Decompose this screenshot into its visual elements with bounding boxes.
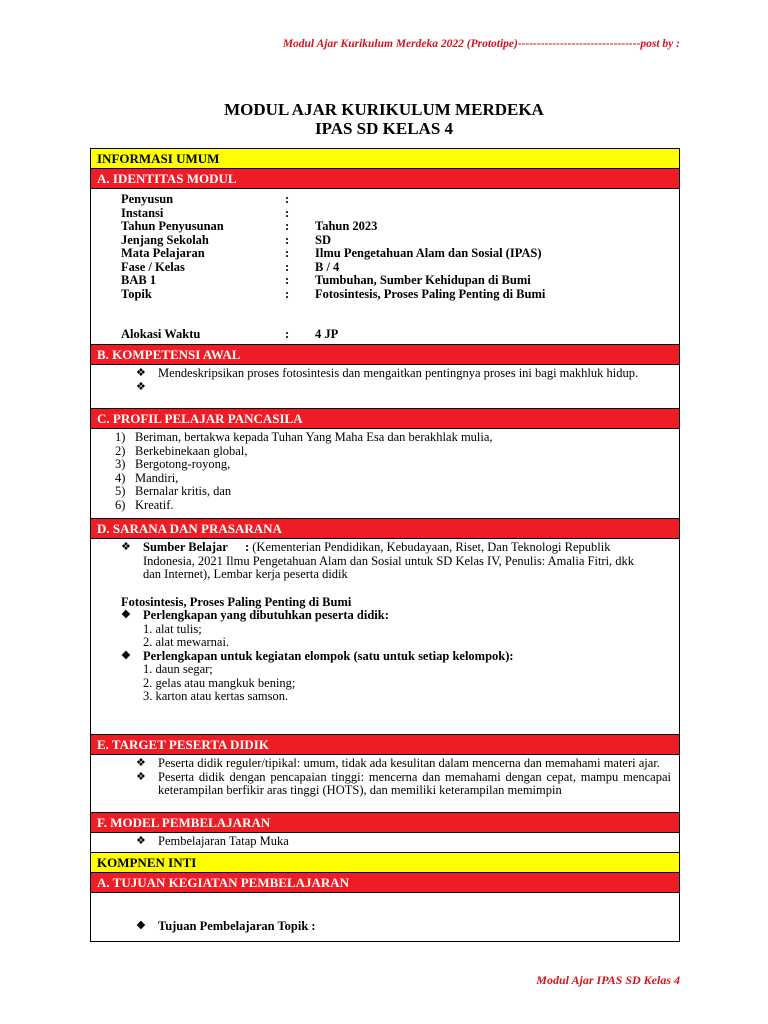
perlengkapan-peserta-heading	[121, 609, 639, 623]
sumber-belajar-text: (Kementerian Pendidikan, Kebudayaan, Riset, Dan Teknologi Republik Indonesia, 2021 Ilmu Pengetahuan Alam dan Sosial untuk SD Kelas IV, Penulis: Amalia Fitri, dkk dan Internet), Lembar kerja peserta didik	[143, 540, 635, 581]
identitas-colon: :	[285, 192, 290, 206]
list-item	[115, 472, 679, 486]
identitas-row-topik	[121, 288, 679, 302]
diamond-bullet-icon: ❖	[136, 367, 146, 379]
section-komponen-inti: KOMPNEN INTI	[91, 853, 679, 873]
module-table	[90, 148, 680, 942]
tujuan-kegiatan-body	[91, 893, 679, 941]
list-item	[136, 757, 671, 771]
item-number: 1)	[115, 430, 126, 444]
section-model-pembelajaran: F. MODEL PEMBELAJARAN	[91, 813, 679, 833]
diamond-bullet-icon: ❖	[136, 920, 146, 932]
list-item: 3. karton atau kertas samson.	[143, 689, 289, 703]
section-kompetensi-awal: B. KOMPETENSI AWAL	[91, 345, 679, 365]
model-text: Pembelajaran Tatap Muka	[158, 834, 289, 848]
list-item: 1. alat tulis;	[143, 621, 202, 636]
section-informasi-umum: INFORMASI UMUM	[91, 149, 679, 169]
perlengkapan-kelompok-text: Perlengkapan untuk kegiatan elompok (satu untuk setiap kelompok):	[143, 648, 514, 663]
identitas-colon: :	[285, 259, 290, 274]
sarana-prasarana-body	[91, 539, 679, 735]
identitas-key: Mata Pelajaran	[121, 246, 205, 260]
section-tujuan-kegiatan: A. TUJUAN KEGIATAN PEMBELAJARAN	[91, 873, 679, 893]
item-text: Bergotong-royong,	[135, 457, 231, 471]
profil-pelajar-body	[91, 429, 679, 519]
model-pembelajaran-body	[91, 833, 679, 853]
identitas-row-penyusun	[121, 193, 679, 207]
identitas-colon: :	[285, 205, 290, 220]
running-header: Modul Ajar Kurikulum Merdeka 2022 (Prototipe)--------------------------------post by :	[282, 38, 680, 50]
identitas-colon: :	[285, 327, 290, 341]
running-footer: Modul Ajar IPAS SD Kelas 4	[536, 973, 680, 987]
item-number: 3)	[115, 457, 126, 471]
identitas-value	[315, 193, 679, 207]
target-peserta-body	[91, 755, 679, 813]
item-number: 2)	[115, 443, 126, 458]
identitas-value	[315, 207, 679, 221]
identitas-colon: :	[285, 273, 290, 287]
identitas-value: Ilmu Pengetahuan Alam dan Sosial (IPAS)	[315, 246, 542, 260]
list-item	[136, 771, 671, 798]
identitas-key: Tahun Penyusunan	[121, 219, 224, 233]
list-item: 2. gelas atau mangkuk bening;	[143, 675, 296, 690]
identitas-key: Alokasi Waktu	[121, 327, 201, 341]
document-title	[0, 100, 768, 138]
identitas-colon: :	[285, 232, 290, 247]
identitas-key: BAB 1	[121, 273, 157, 287]
sumber-belajar-colon: :	[244, 540, 250, 554]
identitas-value: Tahun 2023	[315, 219, 378, 233]
identitas-modul-body	[91, 189, 679, 345]
title-line-1: MODUL AJAR KURIKULUM MERDEKA	[224, 100, 544, 119]
section-profil-pelajar: C. PROFIL PELAJAR PANCASILA	[91, 409, 679, 429]
list-item	[115, 431, 679, 445]
item-text: Beriman, bertakwa kepada Tuhan Yang Maha Esa dan berakhlak mulia,	[135, 430, 493, 444]
identitas-row-instansi	[121, 207, 679, 221]
identitas-colon: :	[285, 246, 290, 260]
topik-heading: Fotosintesis, Proses Paling Penting di Bumi	[121, 594, 352, 609]
identitas-value: SD	[315, 232, 331, 247]
identitas-row-jenjang	[121, 234, 679, 248]
target-text: Peserta didik dengan pencapaian tinggi: mencerna dan memahami dengan cepat, mampu mencapai keterampilan berfikir aras tinggi (HOTS), dan memiliki keterampilan memimpin	[158, 769, 671, 797]
identitas-row-mapel	[121, 247, 679, 261]
perlengkapan-peserta-text: Perlengkapan yang dibutuhkan peserta didik:	[143, 608, 389, 622]
title-line-2: IPAS SD KELAS 4	[314, 119, 454, 138]
identitas-row-tahun	[121, 220, 679, 234]
list-item: 2. alat mewarnai.	[143, 635, 230, 649]
kompetensi-text: Mendeskripsikan proses fotosintesis dan mengaitkan pentingnya proses ini bagi makhluk hidup.	[158, 366, 639, 380]
list-item	[136, 835, 639, 849]
identitas-colon: :	[285, 219, 290, 233]
item-number: 4)	[115, 470, 126, 485]
identitas-value: 4 JP	[315, 327, 339, 341]
item-number: 5)	[115, 484, 126, 498]
perlengkapan-kelompok-heading	[121, 650, 639, 664]
identitas-value: B / 4	[315, 259, 340, 274]
diamond-bullet-icon: ❖	[136, 757, 146, 769]
kompetensi-awal-body	[91, 365, 679, 409]
identitas-value: Tumbuhan, Sumber Kehidupan di Bumi	[315, 273, 531, 287]
tujuan-text: Tujuan Pembelajaran Topik :	[158, 919, 316, 933]
list-item	[136, 920, 639, 934]
list-item	[115, 499, 679, 513]
identitas-key: Fase / Kelas	[121, 259, 185, 274]
list-item	[115, 458, 679, 472]
diamond-bullet-icon: ❖	[121, 649, 131, 662]
list-item: 1. daun segar;	[143, 662, 213, 676]
section-identitas-modul: A. IDENTITAS MODUL	[91, 169, 679, 189]
sumber-belajar-label: Sumber Belajar	[143, 540, 228, 554]
list-item	[115, 485, 679, 499]
identitas-key: Topik	[121, 286, 152, 301]
sumber-belajar-item	[121, 541, 639, 582]
diamond-bullet-icon: ❖	[136, 380, 146, 393]
identitas-row-fase	[121, 261, 679, 275]
identitas-key: Jenjang Sekolah	[121, 232, 209, 247]
item-number: 6)	[115, 497, 126, 512]
section-target-peserta: E. TARGET PESERTA DIDIK	[91, 735, 679, 755]
identitas-key: Penyusun	[121, 192, 174, 206]
diamond-bullet-icon: ❖	[136, 835, 146, 847]
identitas-row-alokasi	[121, 328, 679, 342]
list-item	[136, 367, 639, 381]
diamond-bullet-icon: ❖	[121, 541, 131, 553]
diamond-bullet-icon: ❖	[136, 770, 146, 783]
identitas-row-bab	[121, 274, 679, 288]
item-text: Bernalar kritis, dan	[135, 484, 232, 498]
target-text: Peserta didik reguler/tipikal: umum, tidak ada kesulitan dalam mencerna dan memahami materi ajar.	[158, 756, 660, 770]
list-item	[115, 445, 679, 459]
identitas-value: Fotosintesis, Proses Paling Penting di Bumi	[315, 286, 546, 301]
identitas-colon: :	[285, 286, 290, 301]
identitas-key: Instansi	[121, 205, 164, 220]
item-text: Mandiri,	[135, 470, 179, 485]
section-sarana-prasarana: D. SARANA DAN PRASARANA	[91, 519, 679, 539]
diamond-bullet-icon: ❖	[121, 609, 131, 621]
item-text: Kreatif.	[135, 497, 174, 512]
item-text: Berkebinekaan global,	[135, 443, 248, 458]
